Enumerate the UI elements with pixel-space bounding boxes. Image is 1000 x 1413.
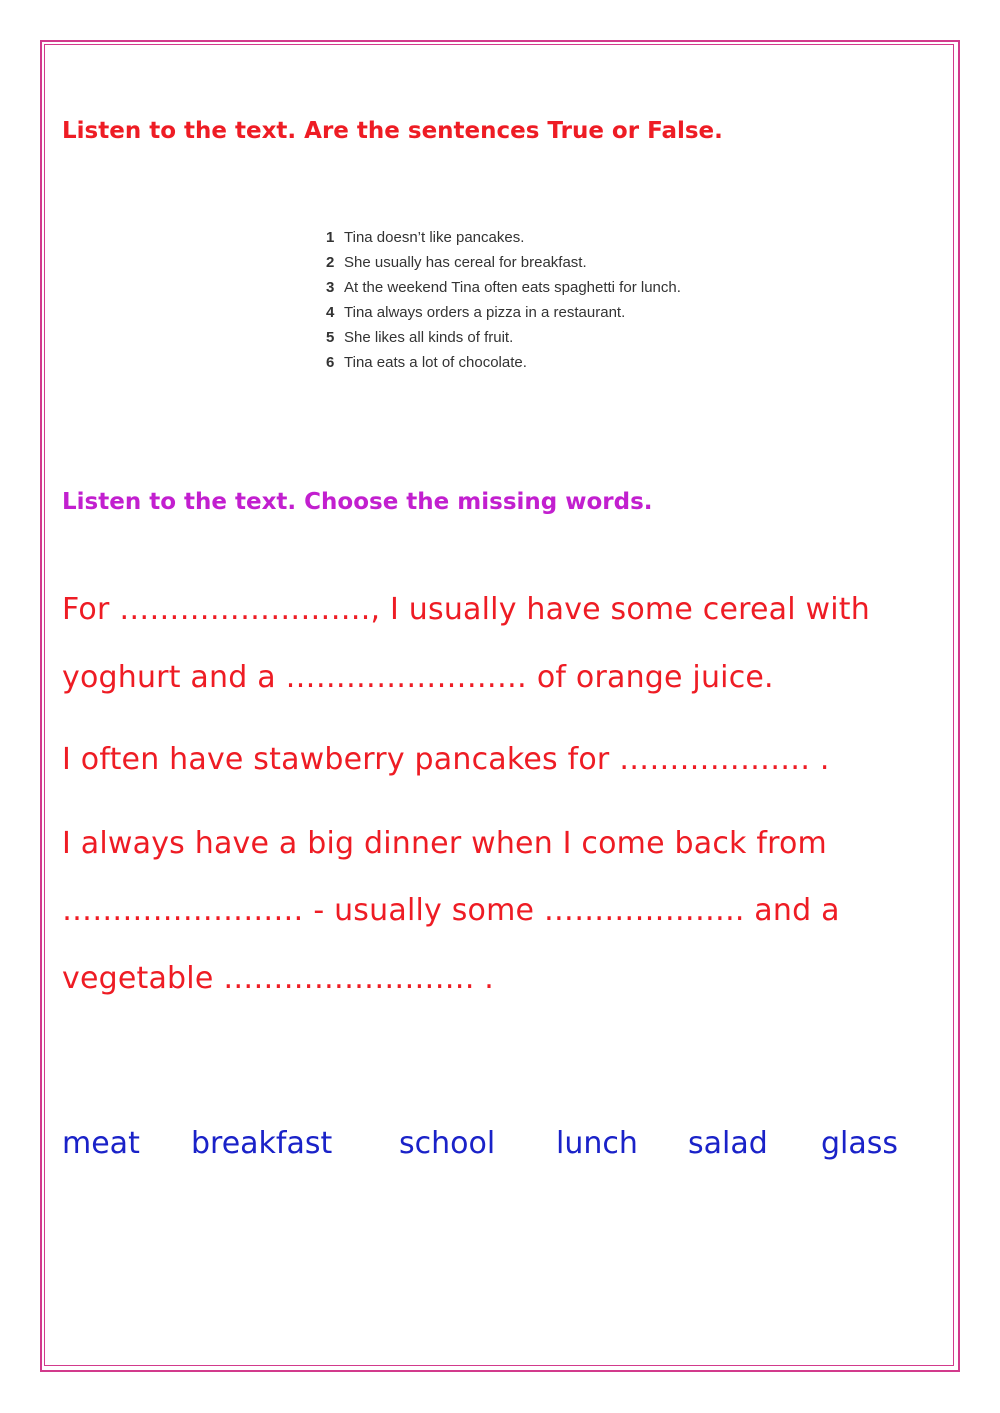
statement-text: Tina doesn’t like pancakes.	[344, 229, 525, 246]
word-bank-item-glass[interactable]: glass	[821, 1126, 899, 1161]
word-bank-item-breakfast[interactable]: breakfast	[191, 1126, 333, 1161]
statement-number: 3	[326, 279, 335, 296]
statement-number: 5	[326, 329, 335, 346]
statement-number: 1	[326, 229, 335, 246]
statement-list	[326, 227, 706, 377]
statement-item	[326, 352, 706, 374]
statement-text: She likes all kinds of fruit.	[344, 329, 514, 346]
statement-item	[326, 227, 706, 249]
statement-number: 4	[326, 304, 335, 321]
statement-number: 6	[326, 354, 335, 371]
gap-sentence-line: yoghurt and a …………………… of orange juice.	[62, 660, 774, 695]
word-bank-item-school[interactable]: school	[399, 1126, 496, 1161]
statement-item	[326, 327, 706, 349]
gap-sentence-line: I always have a big dinner when I come back from	[62, 826, 827, 861]
word-bank-item-meat[interactable]: meat	[62, 1126, 140, 1161]
gap-sentence-line: For ……………………., I usually have some cereal with	[62, 592, 870, 627]
word-bank-item-salad[interactable]: salad	[688, 1126, 768, 1161]
true-false-heading: Listen to the text. Are the sentences True or False.	[62, 118, 723, 144]
missing-words-heading: Listen to the text. Choose the missing words.	[62, 489, 653, 515]
statement-text: She usually has cereal for breakfast.	[344, 254, 587, 271]
gap-sentence-line: …………………… - usually some ……………….. and a	[62, 893, 840, 928]
gap-sentence-line: I often have stawberry pancakes for ………………. .	[62, 742, 830, 777]
statement-item	[326, 277, 706, 299]
statement-text: Tina eats a lot of chocolate.	[344, 354, 527, 371]
statement-text: At the weekend Tina often eats spaghetti for lunch.	[344, 279, 681, 296]
word-bank-item-lunch[interactable]: lunch	[556, 1126, 638, 1161]
gap-sentence-line: vegetable ……………………. .	[62, 961, 495, 996]
statement-item	[326, 302, 706, 324]
statement-number: 2	[326, 254, 335, 271]
statement-item	[326, 252, 706, 274]
statement-text: Tina always orders a pizza in a restaurant.	[344, 304, 626, 321]
